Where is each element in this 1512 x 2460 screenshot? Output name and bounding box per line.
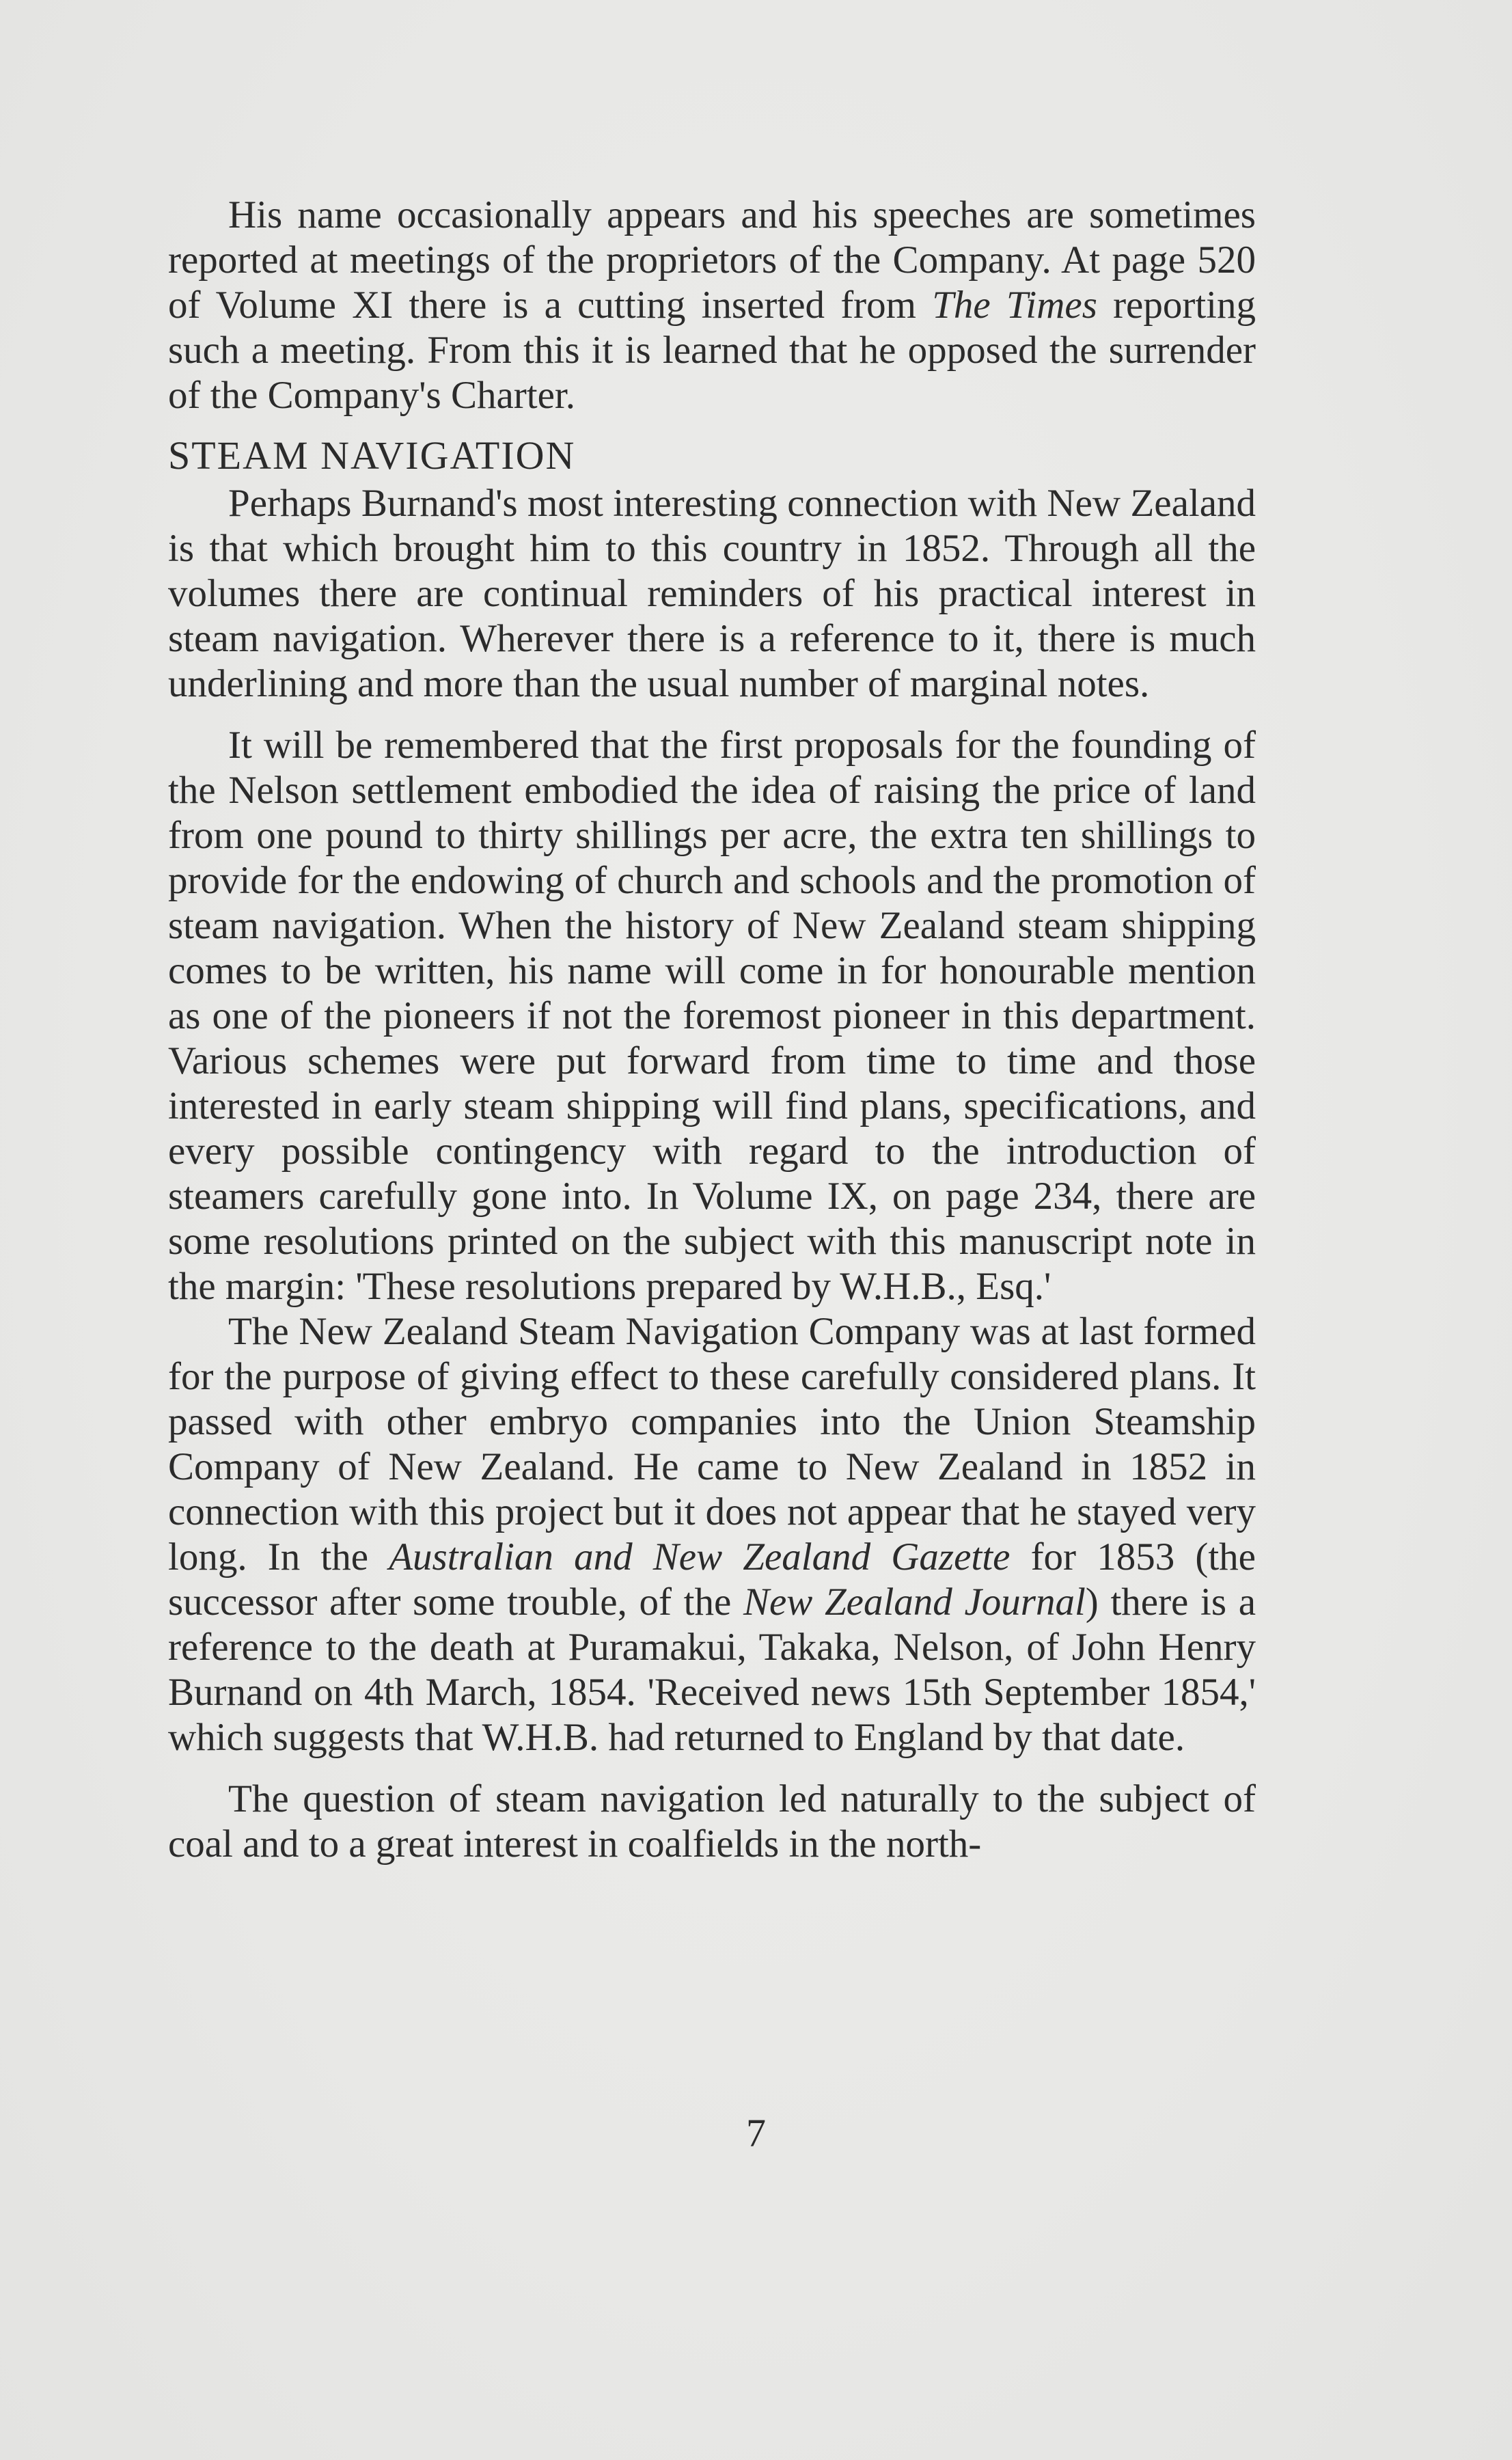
paragraph-coal: The question of steam navigation led naturally to the subject of coal and to a great interest in coalfields in the north- [168,1777,1256,1866]
body-text [168,193,1256,1867]
paragraph-company-charter [168,193,1256,418]
section-heading: STEAM NAVIGATION [168,433,576,478]
italic-title: Australian and New Zealand Gazette [389,1535,1011,1578]
paragraph-text: The New Zealand Steam Navigation Company was at last formed for the purpose of giving effect to these carefully considered plans. It passed with other embryo companies into the Union Steamship Company of New Zealand. He came to New Zealand in 1852 in connection with this project but it does not appear that he stayed very long. In the [168,1310,1256,1578]
paragraph-text: ) there is a reference to the death at Puramakui, Takaka, Nelson, of John Henry Burnand on 4th March, 1854. 'Received news 15th September 1854,' which suggests that W.H.B. had returned to England by that date. [168,1581,1256,1759]
paragraph-navigation-company [168,1309,1256,1760]
italic-title: New Zealand Journal [743,1581,1086,1624]
paragraph-steam-intro: Perhaps Burnand's most interesting connection with New Zealand is that which brought him to this country in 1852. Through all the volumes there are continual reminders of his practical interest in steam navigation. Wherever there is a reference to it, there is much underlining and more than the usual number of marginal notes. [168,482,1256,705]
paragraph-text: reporting such a meeting. From this it is learned that he opposed the surrender of the Company's Charter. [168,284,1256,417]
paragraph-nelson-settlement: It will be remembered that the first proposals for the founding of the Nelson settlement embodied the idea of raising the price of land from one pound to thirty shillings per acre, the extra ten shillings to provide for the endowing of church and schools and the promotion of steam navigation. When the history of New Zealand steam shipping comes to be written, his name will come in for honourable mention as one of the pioneers if not the foremost pioneer in this department. Various schemes were put forward from time to time and those interested in early steam shipping will find plans, specifications, and every possible contingency with regard to the introduction of steamers carefully gone into. In Volume IX, on page 234, there are some resolutions printed on the subject with this manuscript note in the margin: 'These resolutions prepared by W.H.B., Esq.' [168,724,1256,1308]
italic-title: The Times [932,284,1097,327]
paragraph-text: for 1853 (the successor after some trouble, of the [168,1535,1256,1624]
paragraph-text: His name occasionally appears and his speeches are sometimes reported at meetings of the proprietors of the Company. At page 520 of Volume XI there is a cutting inserted from [168,193,1256,327]
page-number: 7 [746,2111,766,2155]
